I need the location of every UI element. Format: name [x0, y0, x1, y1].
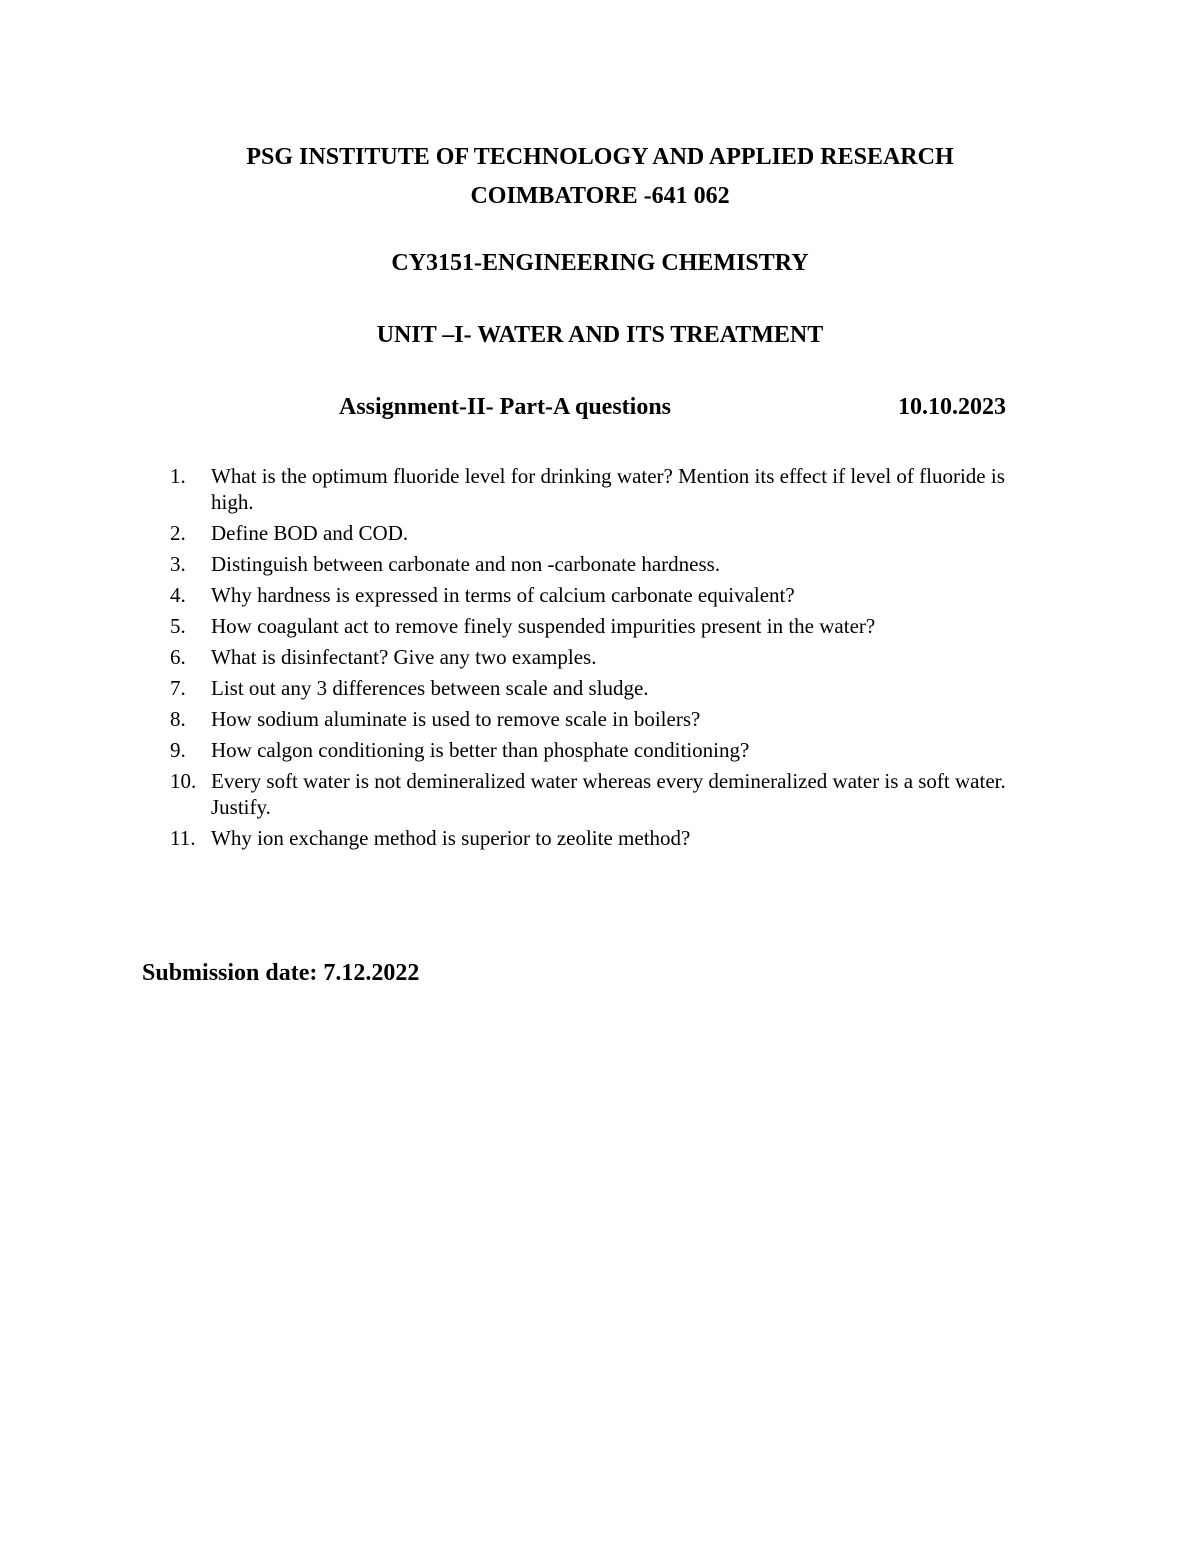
- question-text: How coagulant act to remove finely suspended impurities present in the water?: [211, 614, 876, 638]
- question-item: [170, 644, 1050, 670]
- question-text: Distinguish between carbonate and non -carbonate hardness.: [211, 552, 721, 576]
- question-item: [170, 675, 1050, 701]
- question-number: 8.: [170, 707, 186, 731]
- assignment-title: Assignment-II- Part-A questions: [339, 394, 672, 420]
- question-text: List out any 3 differences between scale and sludge.: [211, 676, 649, 700]
- question-text: Why ion exchange method is superior to zeolite method?: [211, 826, 691, 850]
- question-text: Define BOD and COD.: [211, 521, 409, 545]
- submission-date: Submission date: 7.12.2022: [142, 960, 420, 986]
- assignment-date: 10.10.2023: [898, 394, 1006, 420]
- institute-name: PSG INSTITUTE OF TECHNOLOGY AND APPLIED RESEARCH: [246, 144, 954, 170]
- institute-location: COIMBATORE -641 062: [470, 183, 730, 209]
- question-number: 3.: [170, 552, 186, 576]
- question-item: [170, 825, 1050, 851]
- question-item: [170, 463, 1050, 515]
- question-text: Every soft water is not demineralized water whereas every demineralized water is a soft water. Justify.: [211, 769, 1006, 819]
- question-number: 1.: [170, 464, 186, 488]
- question-number: 2.: [170, 521, 186, 545]
- question-number: 4.: [170, 583, 186, 607]
- question-text: How sodium aluminate is used to remove scale in boilers?: [211, 707, 701, 731]
- course-title: CY3151-ENGINEERING CHEMISTRY: [391, 250, 809, 276]
- question-text: Why hardness is expressed in terms of calcium carbonate equivalent?: [211, 583, 795, 607]
- question-number: 10.: [170, 769, 197, 793]
- question-list: [170, 463, 1050, 856]
- question-item: [170, 551, 1050, 577]
- question-item: [170, 768, 1050, 820]
- question-item: [170, 582, 1050, 608]
- question-text: How calgon conditioning is better than phosphate conditioning?: [211, 738, 750, 762]
- question-number: 7.: [170, 676, 186, 700]
- question-text: What is the optimum fluoride level for drinking water? Mention its effect if level of fluoride is high.: [211, 464, 1005, 514]
- question-item: [170, 737, 1050, 763]
- question-number: 6.: [170, 645, 186, 669]
- question-number: 11.: [170, 826, 196, 850]
- question-number: 9.: [170, 738, 186, 762]
- question-item: [170, 706, 1050, 732]
- question-item: [170, 613, 1050, 639]
- question-text: What is disinfectant? Give any two examples.: [211, 645, 597, 669]
- question-number: 5.: [170, 614, 186, 638]
- question-item: [170, 520, 1050, 546]
- unit-title: UNIT –I- WATER AND ITS TREATMENT: [376, 322, 824, 348]
